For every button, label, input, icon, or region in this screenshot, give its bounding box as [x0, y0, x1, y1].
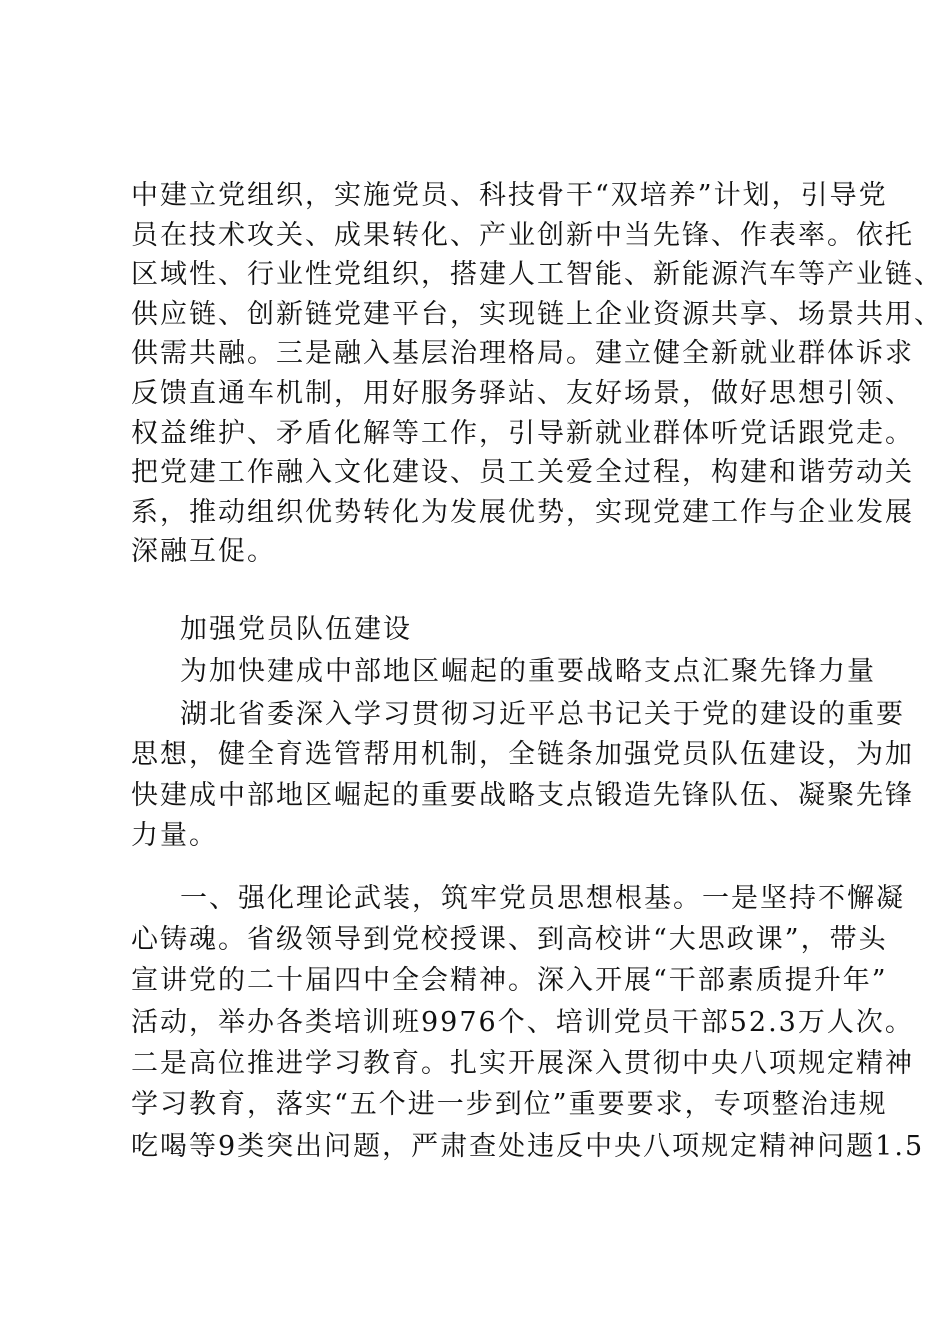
- body-text-line: 区域性、行业性党组织，搭建人工智能、新能源汽车等产业链、: [131, 259, 943, 290]
- body-text-line: 活动，举办各类培训班9976个、培训党员干部52.3万人次。: [131, 1007, 914, 1038]
- body-text-line: 宣讲党的二十届四中全会精神。深入开展“干部素质提升年”: [131, 965, 888, 996]
- body-text-line: 学习教育，落实“五个进一步到位”重要要求，专项整治违规: [131, 1089, 888, 1120]
- body-text-line: 中建立党组织，实施党员、科技骨干“双培养”计划，引导党: [131, 180, 888, 211]
- body-text-line: 把党建工作融入文化建设、员工关爱全过程，构建和谐劳动关: [131, 457, 914, 488]
- body-text-line: 供需共融。三是融入基层治理格局。建立健全新就业群体诉求: [131, 338, 914, 369]
- section-subheading: 为加快建成中部地区崛起的重要战略支点汇聚先锋力量: [180, 656, 876, 687]
- body-text-line: 思想，健全育选管帮用机制，全链条加强党员队伍建设，为加: [131, 739, 914, 770]
- body-text-line: 供应链、创新链党建平台，实现链上企业资源共享、场景共用、: [131, 299, 943, 330]
- body-text-line: 系，推动组织优势转化为发展优势，实现党建工作与企业发展: [131, 497, 914, 528]
- body-text-line: 反馈直通车机制，用好服务驿站、友好场景，做好思想引领、: [131, 378, 914, 409]
- body-text-line: 员在技术攻关、成果转化、产业创新中当先锋、作表率。依托: [131, 220, 914, 251]
- body-text-line: 吃喝等9类突出问题，严肃查处违反中央八项规定精神问题1.5: [131, 1131, 925, 1162]
- body-text-line: 二是高位推进学习教育。扎实开展深入贯彻中央八项规定精神: [131, 1048, 914, 1079]
- section-heading: 加强党员队伍建设: [180, 614, 412, 645]
- body-text-line: 力量。: [131, 820, 218, 851]
- body-text-line: 湖北省委深入学习贯彻习近平总书记关于党的建设的重要: [180, 699, 905, 730]
- body-text-line: 心铸魂。省级领导到党校授课、到高校讲“大思政课”，带头: [131, 924, 888, 955]
- body-text-line: 一、强化理论武装，筑牢党员思想根基。一是坚持不懈凝: [180, 883, 905, 914]
- body-text-line: 权益维护、矛盾化解等工作，引导新就业群体听党话跟党走。: [131, 418, 914, 449]
- body-text-line: 快建成中部地区崛起的重要战略支点锻造先锋队伍、凝聚先锋: [131, 780, 914, 811]
- body-text-line: 深融互促。: [131, 536, 276, 567]
